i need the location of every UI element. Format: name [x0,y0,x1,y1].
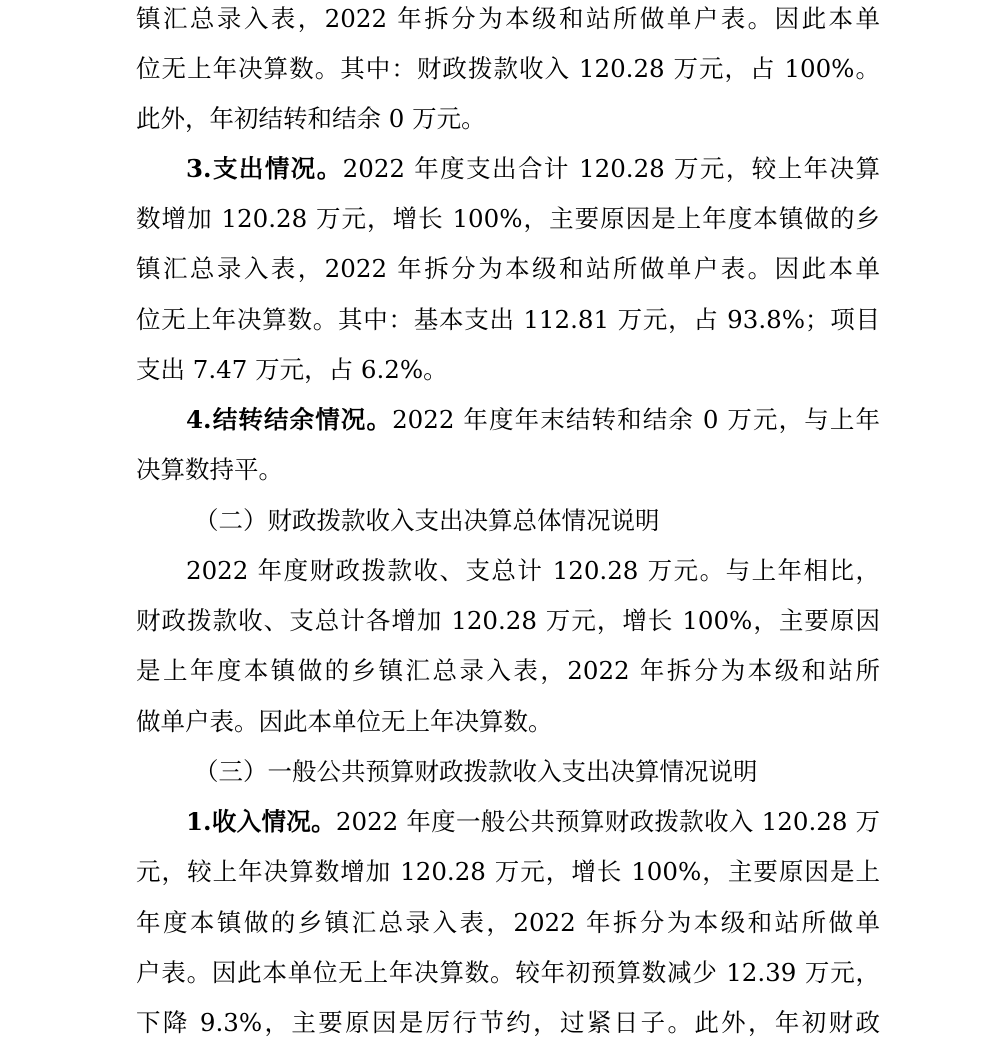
paragraph-line: 是上年度本镇做的乡镇汇总录入表，2022 年拆分为本级和站所 [136,656,880,685]
paragraph-line: 做单户表。因此本单位无上年决算数。 [136,707,553,736]
paragraph-line: 支出 7.47 万元，占 6.2%。 [136,355,448,384]
paragraph-line: 财政拨款收、支总计各增加 120.28 万元，增长 100%，主要原因 [136,606,880,635]
paragraph-line [186,797,880,847]
paragraph-line: 决算数持平。 [136,455,283,484]
paragraph-line: 镇汇总录入表，2022 年拆分为本级和站所做单户表。因此本单 [136,254,880,283]
section-heading: 3.支出情况。 [186,154,343,183]
paragraph-line: 位无上年决算数。其中：财政拨款收入 120.28 万元，占 100%。 [136,54,880,83]
paragraph-line: 数增加 120.28 万元，增长 100%，主要原因是上年度本镇做的乡 [136,204,880,233]
paragraph-line [186,395,880,445]
paragraph-line: 此外，年初结转和结余 0 万元。 [136,104,486,133]
paragraph-text: 2022 年度一般公共预算财政拨款收入 120.28 万 [335,807,880,836]
section-heading: 4.结转结余情况。 [186,405,393,434]
paragraph-line [186,144,880,194]
paragraph-line: 位无上年决算数。其中：基本支出 112.81 万元，占 93.8%；项目 [136,305,880,334]
subsection-title: （三）一般公共预算财政拨款收入支出决算情况说明 [194,757,758,786]
paragraph-line: 户表。因此本单位无上年决算数。较年初预算数减少 12.39 万元， [136,958,880,987]
paragraph-line: 2022 年度财政拨款收、支总计 120.28 万元。与上年相比， [186,556,880,585]
paragraph-text: 2022 年度支出合计 120.28 万元，较上年决算 [342,154,880,183]
paragraph-line: 镇汇总录入表，2022 年拆分为本级和站所做单户表。因此本单 [136,4,880,33]
section-heading: 1.收入情况。 [186,807,336,836]
paragraph-line: 下降 9.3%，主要原因是厉行节约，过紧日子。此外，年初财政 [136,1008,880,1037]
paragraph-line: 元，较上年决算数增加 120.28 万元，增长 100%，主要原因是上 [136,857,880,886]
paragraph-line: 年度本镇做的乡镇汇总录入表，2022 年拆分为本级和站所做单 [136,908,880,937]
subsection-title: （二）财政拨款收入支出决算总体情况说明 [194,506,660,535]
paragraph-text: 2022 年度年末结转和结余 0 万元，与上年 [392,405,880,434]
